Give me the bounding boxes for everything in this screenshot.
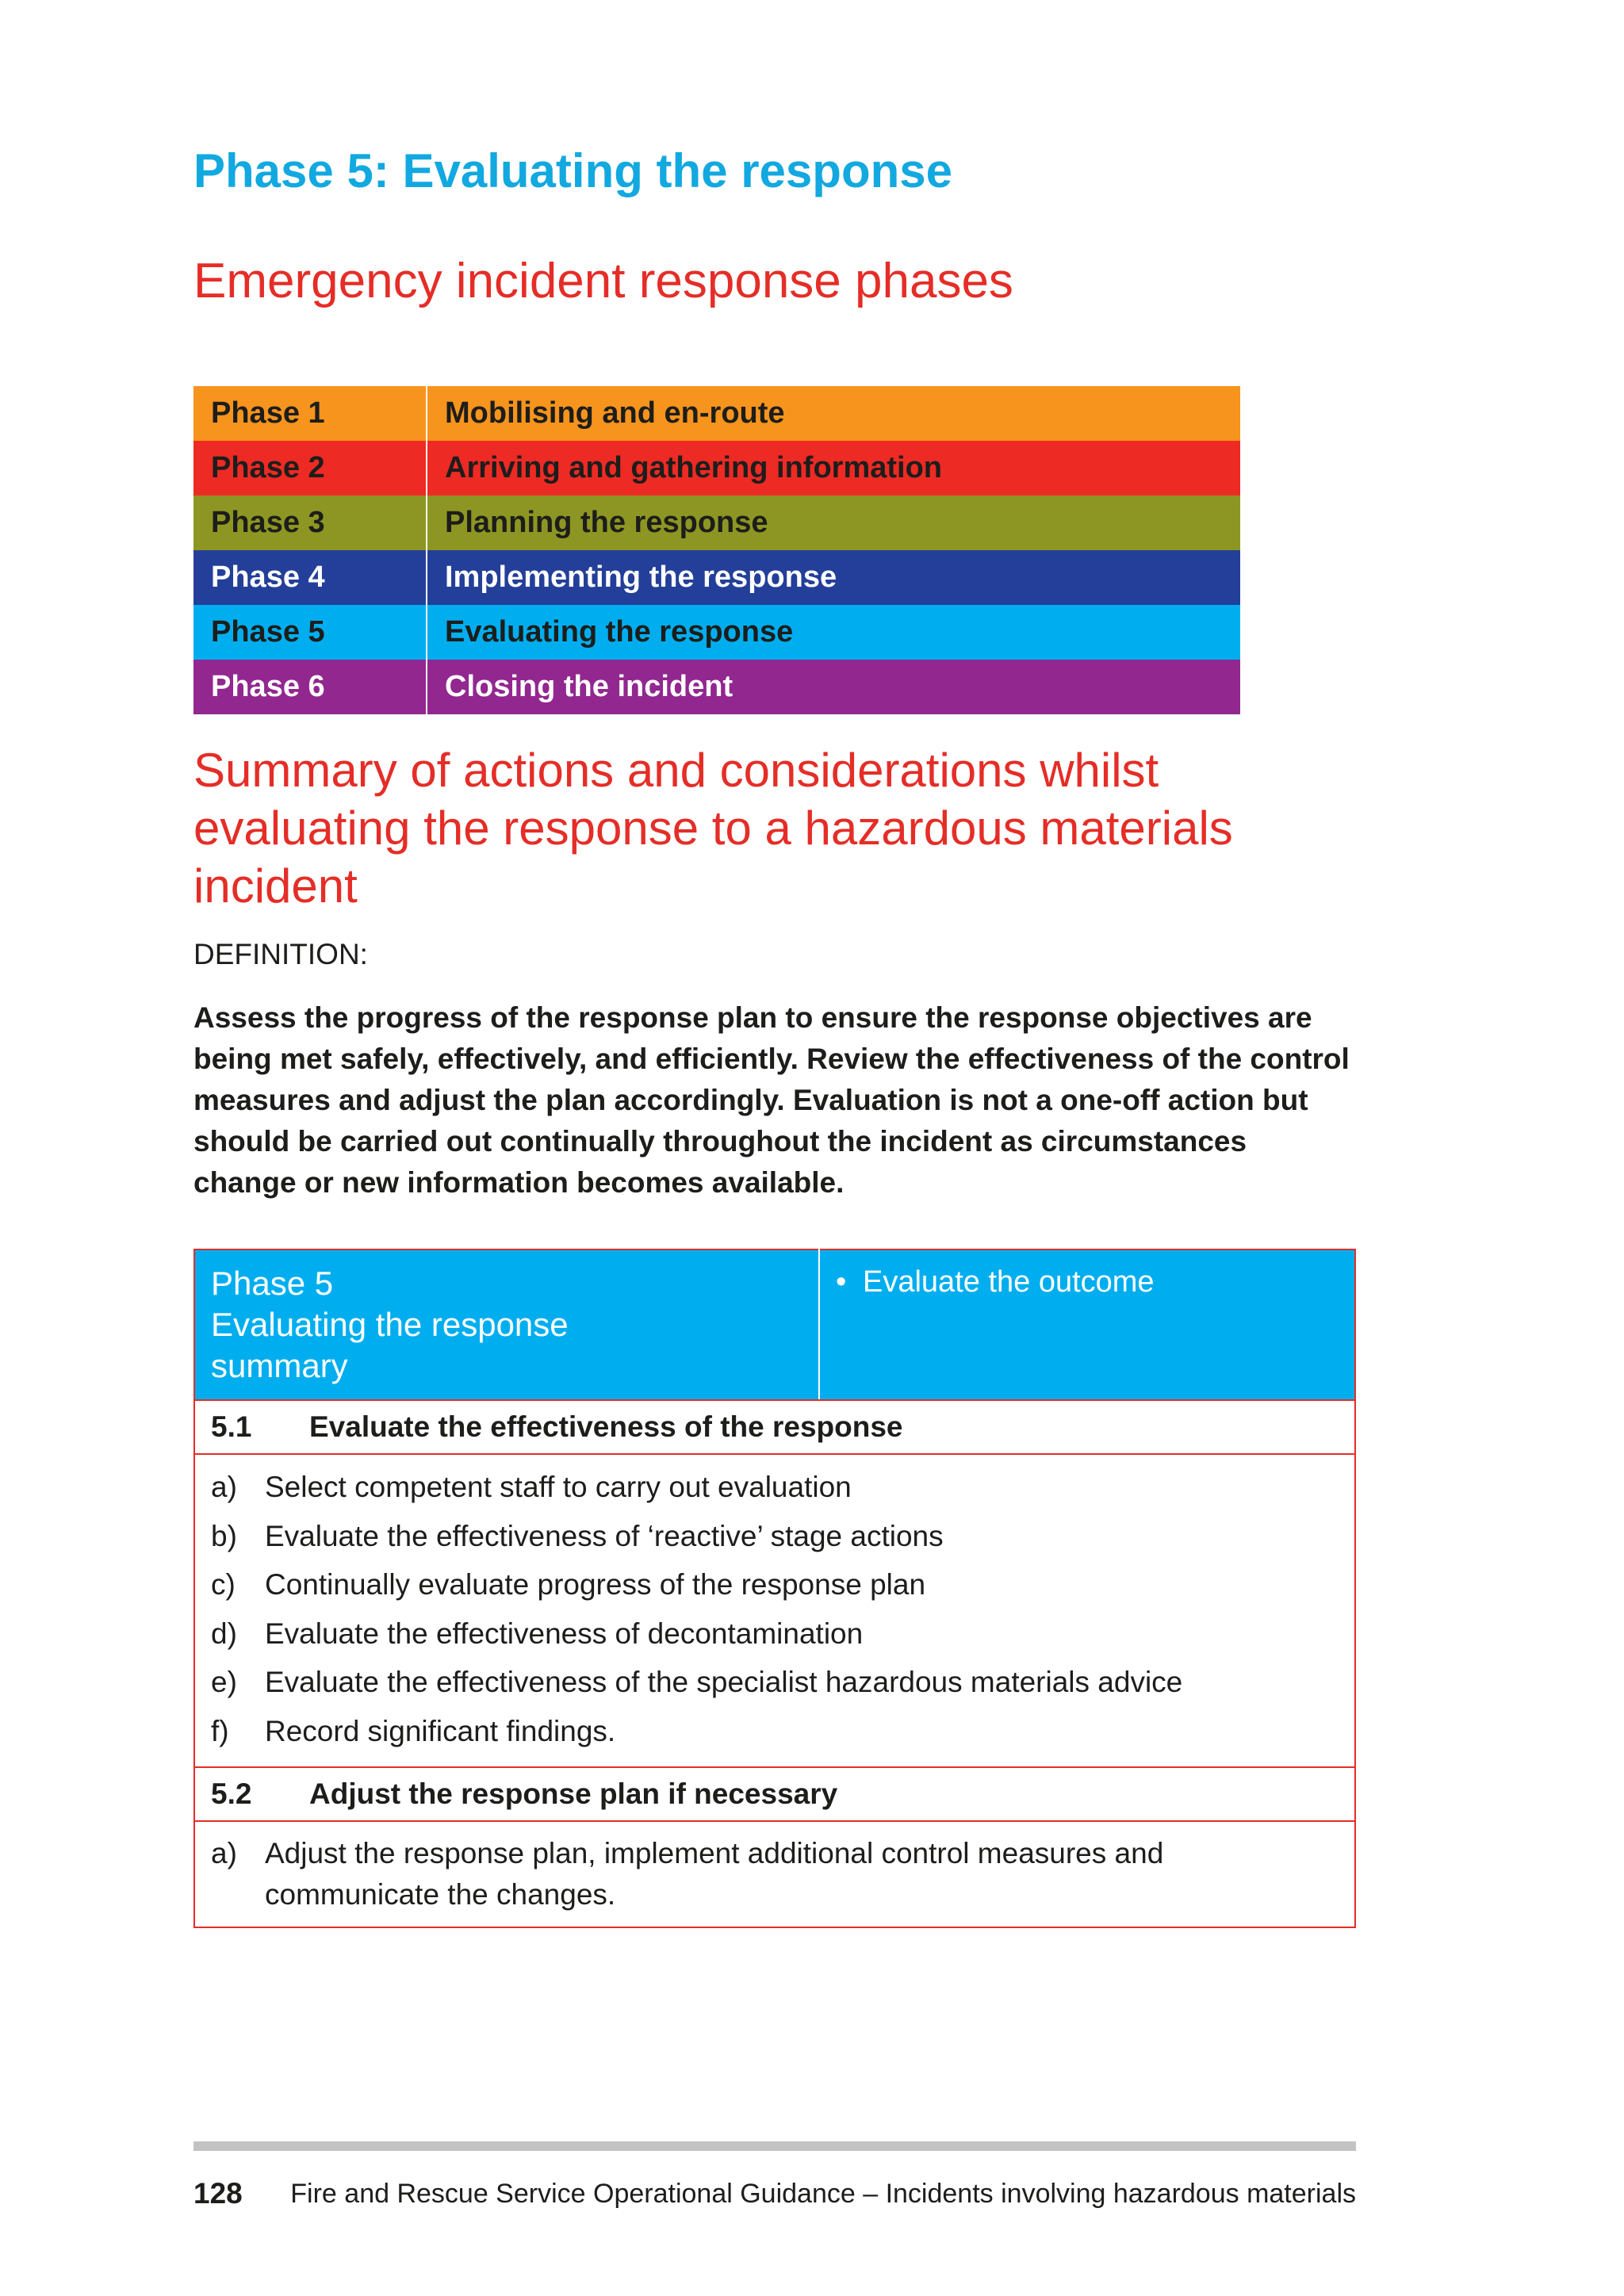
phase-label: Phase 1	[193, 386, 427, 441]
phase-label: Phase 4	[193, 550, 427, 605]
list-item	[211, 1609, 1339, 1659]
outcome-text: Evaluate the outcome	[863, 1265, 1155, 1299]
phase-name: Arriving and gathering information	[445, 451, 943, 484]
summary-header-line: summary	[211, 1347, 348, 1384]
list-item-letter: e)	[211, 1666, 237, 1698]
phase-row	[193, 550, 1240, 605]
phase-label: Phase 6	[193, 660, 427, 714]
section-title: Adjust the response plan if necessary	[309, 1777, 838, 1810]
summary-table	[193, 1249, 1356, 1928]
list-item-letter: a)	[211, 1471, 237, 1503]
list-item-text: Select competent staff to carry out evaluation	[265, 1471, 852, 1503]
list-item-text: Evaluate the effectiveness of the specialist hazardous materials advice	[265, 1666, 1183, 1698]
section-header-row	[194, 1767, 1355, 1821]
list-item-text: Continually evaluate progress of the response plan	[265, 1568, 926, 1601]
list-item-text: Adjust the response plan, implement additional control measures and communicate the changes.	[265, 1837, 1164, 1911]
phase-name: Closing the incident	[445, 670, 733, 703]
phase-name: Evaluating the response	[445, 615, 794, 649]
list-item-text: Evaluate the effectiveness of decontamination	[265, 1617, 864, 1650]
section-items	[194, 1454, 1355, 1767]
list-item	[211, 1707, 1339, 1756]
phase-row	[193, 386, 1240, 441]
phase-label: Phase 2	[193, 441, 427, 496]
summary-header-outcome	[819, 1249, 1355, 1400]
footer-divider	[193, 2141, 1356, 2151]
section-number: 5.1	[211, 1410, 252, 1443]
section-heading: Emergency incident response phases	[193, 254, 1013, 308]
list-item	[211, 1830, 1339, 1915]
list-item	[211, 1560, 1339, 1609]
page-title: Phase 5: Evaluating the response	[193, 144, 952, 197]
list-item-text: Record significant findings.	[265, 1714, 616, 1747]
phase-row	[193, 605, 1240, 660]
list-item-letter: b)	[211, 1519, 237, 1552]
list-item	[211, 1658, 1339, 1707]
section-items-row	[194, 1454, 1355, 1767]
phase-label: Phase 3	[193, 496, 427, 550]
definition-label: DEFINITION:	[193, 938, 368, 970]
list-item	[211, 1463, 1339, 1512]
list-item	[211, 1512, 1339, 1561]
list-item-letter: c)	[211, 1568, 236, 1601]
summary-header-row	[194, 1249, 1355, 1400]
summary-header-line: Phase 5	[211, 1265, 334, 1302]
phase-name: Planning the response	[445, 506, 768, 539]
section-title: Evaluate the effectiveness of the response	[309, 1410, 903, 1443]
phase-name: Mobilising and en-route	[445, 396, 785, 430]
list-item-letter: a)	[211, 1837, 237, 1869]
phase-row	[193, 660, 1240, 714]
section-items-row	[194, 1821, 1355, 1927]
summary-header-title	[194, 1249, 819, 1400]
definition-text: Assess the progress of the response plan to ensure the response objectives are being met safely, effectively, and efficiently. Review the effectiveness of the control measures and adjust the plan accordingly. Evaluation is not a one-off action but should be carried out continually throughout the incident as circumstances change or new information becomes available.	[193, 1001, 1350, 1199]
page-number: 128	[193, 2177, 243, 2210]
phase-row	[193, 441, 1240, 496]
phase-row	[193, 496, 1240, 550]
list-item-letter: d)	[211, 1617, 237, 1650]
phase-name: Implementing the response	[445, 561, 837, 594]
section-header	[194, 1767, 1355, 1821]
section-items	[194, 1821, 1355, 1927]
section-header	[194, 1400, 1355, 1454]
summary-header-line: Evaluating the response	[211, 1306, 569, 1343]
list-item-text: Evaluate the effectiveness of ‘reactive’ stage actions	[265, 1519, 944, 1552]
footer-title: Fire and Rescue Service Operational Guidance – Incidents involving hazardous materials	[290, 2179, 1356, 2209]
section-header-row	[194, 1400, 1355, 1454]
list-item-letter: f)	[211, 1714, 229, 1747]
section-number: 5.2	[211, 1777, 252, 1810]
bullet-icon: •	[836, 1265, 847, 1299]
phases-table	[193, 386, 1240, 714]
summary-heading: Summary of actions and considerations whilst evaluating the response to a hazardous materials incident	[193, 744, 1233, 913]
phase-label: Phase 5	[193, 605, 427, 660]
